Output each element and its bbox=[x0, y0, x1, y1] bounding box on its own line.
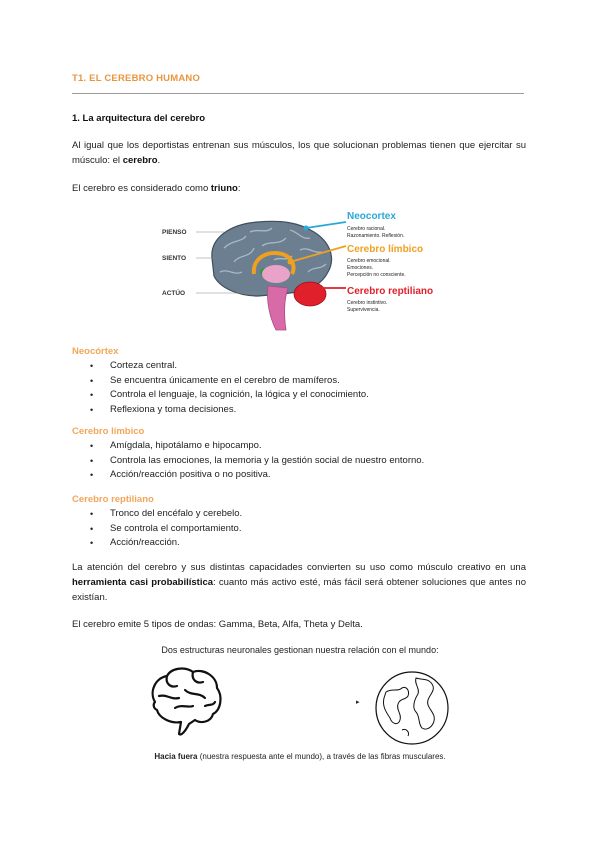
globe-icon bbox=[372, 668, 452, 748]
list-item: • Tronco del encéfalo y cerebelo. bbox=[72, 507, 242, 522]
reptilian-shape bbox=[294, 282, 326, 306]
list-item: • Se encuentra únicamente en el cerebro de mamíferos. bbox=[72, 374, 369, 389]
paragraph-intro-bold: cerebro bbox=[122, 155, 158, 166]
paragraph-triuno bbox=[72, 181, 526, 196]
label-pienso: PIENSO bbox=[162, 229, 187, 236]
paragraph-attention-text: La atención del cerebro y sus distintas capacidades convierten su uso como músculo creativo en una bbox=[72, 562, 526, 573]
paragraph-attention-end: : cuanto más activo esté, más fácil será obtener soluciones que antes no existían. bbox=[72, 577, 526, 603]
limbic-line-2: Emociones. bbox=[347, 265, 374, 271]
brainstem-shape bbox=[267, 286, 288, 330]
limbic-leader-dot bbox=[288, 260, 293, 265]
caption-rest: (nuestra respuesta ante el mundo), a través de las fibras musculares. bbox=[197, 752, 446, 761]
reptilian-heading: Cerebro reptiliano bbox=[72, 494, 154, 505]
list-item: • Se controla el comportamiento. bbox=[72, 522, 242, 537]
list-item: • Reflexiona y toma decisiones. bbox=[72, 403, 369, 418]
paragraph-triuno-end: : bbox=[237, 183, 241, 194]
neocortex-line-2: Razonamiento. Reflexión. bbox=[347, 233, 405, 239]
paragraph-intro-end: . bbox=[157, 155, 161, 166]
paragraph-triuno-text: El cerebro es considerado como bbox=[72, 183, 211, 194]
section-heading: 1. La arquitectura del cerebro bbox=[72, 113, 206, 124]
limbic-line-3: Percepción no consciente. bbox=[347, 272, 406, 278]
reptilian-line-2: Supervivencia. bbox=[347, 307, 380, 313]
paragraph-intro-text: Al igual que los deportistas entrenan sus músculos, los que solucionan problemas tienen que ejercitar su músculo: el bbox=[72, 140, 526, 166]
neocortex-list bbox=[72, 359, 369, 417]
list-item: • Amígdala, hipotálamo e hipocampo. bbox=[72, 439, 424, 454]
figure-caption bbox=[0, 752, 600, 761]
triune-brain-figure bbox=[150, 202, 450, 332]
paragraph-intro bbox=[72, 138, 526, 168]
caption-bold: Hacia fuera bbox=[154, 752, 198, 761]
paragraph-attention-bold: herramienta casi probabilística bbox=[72, 577, 214, 588]
list-item: • Acción/reacción. bbox=[72, 536, 242, 551]
paragraph-attention bbox=[72, 560, 526, 605]
brain-outline-icon bbox=[145, 662, 225, 738]
list-item: • Corteza central. bbox=[72, 359, 369, 374]
neocortex-line-1: Cerebro racional. bbox=[347, 226, 386, 232]
neocortex-leader-dot bbox=[304, 226, 309, 231]
reptilian-title: Cerebro reptiliano bbox=[347, 286, 434, 297]
neocortex-heading: Neocórtex bbox=[72, 346, 119, 357]
reptilian-list bbox=[72, 507, 242, 551]
diencephalon-shape bbox=[262, 265, 290, 283]
paragraph-triuno-bold: triuno bbox=[210, 183, 238, 194]
list-item: • Acción/reacción positiva o no positiva. bbox=[72, 468, 424, 483]
neocortex-leader-line bbox=[306, 222, 346, 228]
paragraph-structures: Dos estructuras neuronales gestionan nuestra relación con el mundo: bbox=[161, 645, 439, 655]
neocortex-title: Neocortex bbox=[347, 211, 396, 222]
limbic-heading: Cerebro límbico bbox=[72, 426, 145, 437]
label-siento: SIENTO bbox=[162, 255, 187, 262]
list-item: • Controla el lenguaje, la cognición, la lógica y el conocimiento. bbox=[72, 388, 369, 403]
reptilian-leader-dot bbox=[314, 286, 319, 291]
label-actuo: ACTÚO bbox=[162, 290, 186, 297]
list-item: • Controla las emociones, la memoria y la gestión social de nuestro entorno. bbox=[72, 454, 424, 469]
limbic-title: Cerebro límbico bbox=[347, 244, 424, 255]
arrow-icon: ▸ bbox=[356, 699, 360, 706]
document-title: T1. EL CEREBRO HUMANO bbox=[72, 73, 201, 84]
paragraph-waves: El cerebro emite 5 tipos de ondas: Gamma, Beta, Alfa, Theta y Delta. bbox=[72, 619, 363, 630]
title-divider bbox=[72, 93, 524, 94]
limbic-line-1: Cerebro emocional. bbox=[347, 258, 391, 264]
reptilian-line-1: Cerebro instintivo. bbox=[347, 300, 388, 306]
limbic-list bbox=[72, 439, 424, 483]
